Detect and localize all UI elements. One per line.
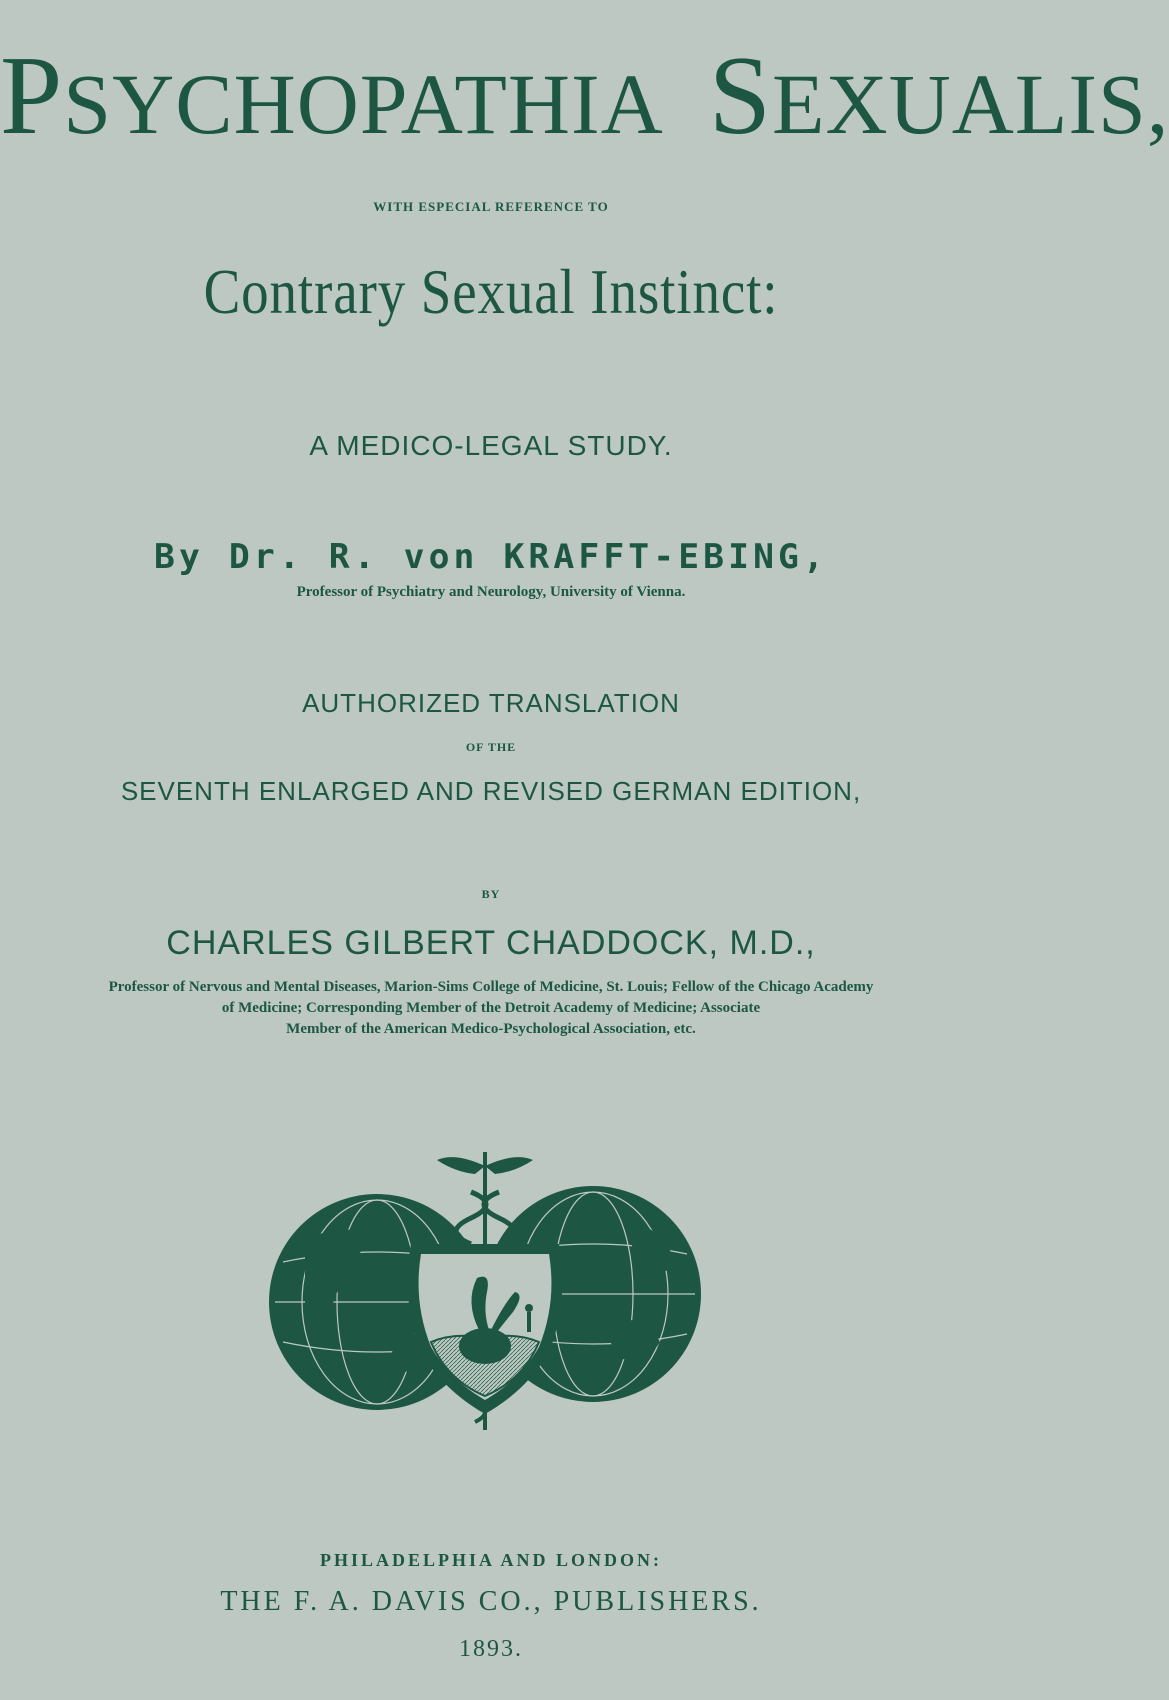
- study-type: A MEDICO-LEGAL STUDY.: [309, 430, 673, 461]
- authorized-translation: AUTHORIZED TRANSLATION: [302, 688, 680, 718]
- translator-credentials-line-1: Professor of Nervous and Mental Diseases, Marion-Sims College of Medicine, St. Louis; Fellow of the Chicago Academy: [108, 979, 874, 995]
- translator-by: BY: [481, 887, 501, 901]
- author-byline: By Dr. R. von KRAFFT-EBING,: [154, 537, 828, 577]
- publication-year: 1893.: [459, 1636, 523, 1662]
- translator-credentials: [0, 977, 982, 1040]
- title-word-sexualis-rest: EXUALIS,: [772, 56, 1169, 152]
- edition-statement: SEVENTH ENLARGED AND REVISED GERMAN EDITION,: [120, 776, 862, 806]
- author-affiliation: Professor of Psychiatry and Neurology, University of Vienna.: [296, 584, 686, 600]
- title-word-psychopathia-rest: SYCHOPATHIA: [63, 56, 664, 152]
- translator-credentials-line-2: of Medicine; Corresponding Member of the Detroit Academy of Medicine; Associate: [221, 1000, 761, 1016]
- book-title: [0, 34, 1169, 158]
- translator-credentials-line-3: Member of the American Medico-Psychological Association, etc.: [286, 1021, 696, 1037]
- title-initial-s: S: [708, 34, 772, 158]
- title-initial-p: P: [0, 34, 64, 158]
- translator-name: CHARLES GILBERT CHADDOCK, M.D.,: [166, 924, 816, 962]
- publisher-place: PHILADELPHIA AND LONDON:: [319, 1550, 663, 1570]
- of-the: OF THE: [465, 740, 517, 754]
- publisher-name: THE F. A. DAVIS CO., PUBLISHERS.: [220, 1586, 762, 1617]
- publisher-globes-shield-emblem-icon: [265, 1152, 705, 1432]
- subtitle-main: Contrary Sexual Instinct:: [203, 256, 779, 327]
- subtitle-with-especial: WITH ESPECIAL REFERENCE TO: [373, 199, 609, 214]
